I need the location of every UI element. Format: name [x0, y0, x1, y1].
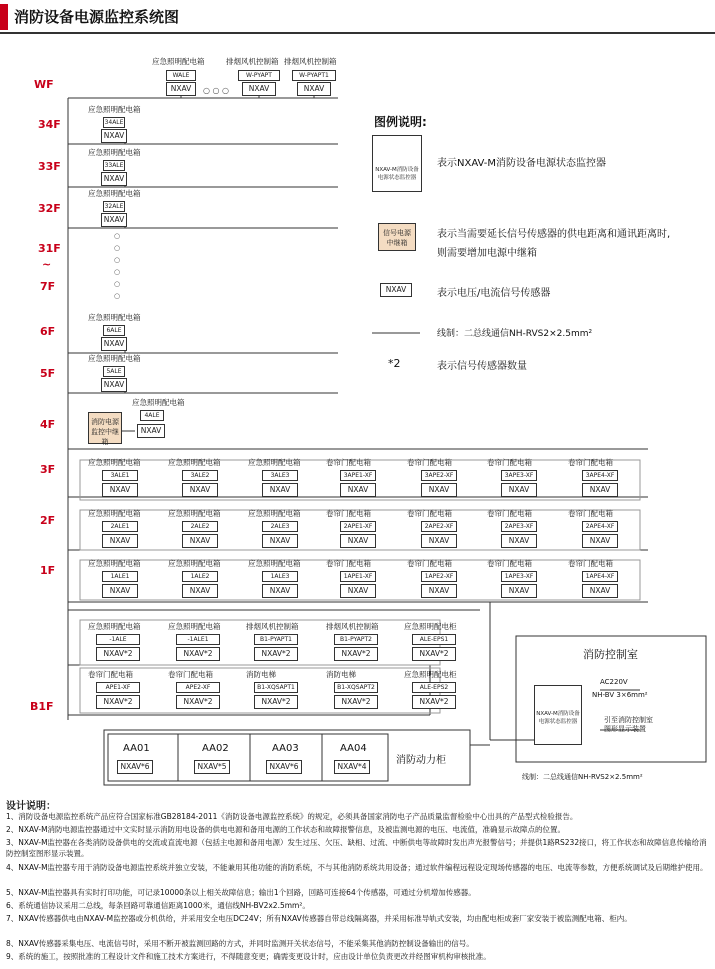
distribution-box-label: 应急照明配电箱	[132, 398, 185, 407]
graphic-display-label: 引至消防控制室 图形显示装置	[604, 716, 653, 733]
floor-label-34f: 34F	[38, 118, 61, 131]
distribution-box-label: 卷帘门配电箱	[568, 509, 613, 518]
floor-label-wf: WF	[34, 78, 54, 91]
aa-label: AA04	[340, 743, 367, 754]
legend-nxav-box: NXAV	[380, 283, 412, 297]
distribution-box-label: 应急照明配电箱	[248, 458, 301, 467]
power-supply-label: AC220V	[600, 678, 628, 686]
distribution-box-id: 2ALE3	[262, 521, 298, 532]
legend-title: 图例说明:	[374, 115, 427, 129]
distribution-box-id: 3APE4-XF	[582, 470, 618, 481]
legend-monitor-text: 表示NXAV-M消防设备电源状态监控器	[437, 158, 607, 169]
distribution-box-id: 1ALE3	[262, 571, 298, 582]
note-item: 2、NXAV-M消防电源监控器通过中文实时显示消防用电设备的供电电源和备用电源的工作状态和故障报警信息，及被监测电源的电压、电流值，准确显示故障点的位置。	[6, 825, 566, 834]
floor-label-3f: 3F	[40, 463, 56, 476]
nxav-sensor[interactable]: NXAV	[101, 378, 127, 392]
distribution-box-label: 卷帘门配电箱	[326, 458, 371, 467]
wf-box-id: WALE	[166, 70, 196, 81]
distribution-box-id: 4ALE	[140, 410, 164, 421]
distribution-box-id: 33ALE	[104, 162, 124, 169]
b1-box-label: 卷帘门配电箱	[168, 670, 213, 679]
continuation-dot: ○	[114, 292, 121, 300]
b1-nxav-sensor[interactable]: NXAV*2	[412, 647, 456, 661]
legend-monitor-box: NXAV-M消防设备 电源状态监控器	[372, 135, 422, 192]
page-title: 消防设备电源监控系统图	[14, 8, 180, 26]
wf-box-label: 排烟风机控制箱	[284, 57, 337, 66]
note-item: 8、NXAV传感器采集电压、电流信号时，采用不断开被监测回路的方式，并同时监测开关状态信号，不能采集其他消防控制设备输出的信号。	[6, 939, 474, 948]
distribution-box-id: 1ALE2	[182, 571, 218, 582]
nxav-sensor[interactable]: NXAV	[421, 584, 457, 598]
wf-nxav-sensor[interactable]: NXAV	[242, 82, 276, 96]
b1-nxav-sensor[interactable]: NXAV*2	[412, 695, 456, 709]
b1-box-label: 应急照明配电箱	[88, 622, 141, 631]
nxav-sensor[interactable]: NXAV	[262, 534, 298, 548]
nxav-sensor[interactable]: NXAV	[501, 534, 537, 548]
distribution-box-id: 1APE1-XF	[340, 571, 376, 582]
power-cable-label: NH-BV 3×6mm²	[592, 691, 648, 699]
continuation-dot: ○	[114, 232, 121, 240]
legend-nxav-text: 表示电压/电流信号传感器	[437, 288, 551, 299]
b1-nxav-sensor[interactable]: NXAV*2	[334, 647, 378, 661]
b1-box-id: B1-PYAPT1	[254, 634, 298, 645]
legend-relay-text-2: 则需要增加电源中继箱	[437, 248, 537, 259]
note-item: 4、NXAV-M监控器专用于消防设备电源监控系统并独立安装，不能兼用其他功能的消防系统，不与其他消防系统共用设备；通过软件编程远程设定现场传感器的电压、电流等参数，方便系统调试及后期维护使用。	[6, 863, 708, 872]
b1-box-id: ALE-EPS1	[412, 634, 456, 645]
distribution-box-label: 应急照明配电箱	[248, 509, 301, 518]
b1-nxav-sensor[interactable]: NXAV*2	[176, 647, 220, 661]
distribution-box-id: 3ALE3	[262, 470, 298, 481]
nxav-sensor[interactable]: NXAV	[182, 483, 218, 497]
distribution-box-id: 1APE3-XF	[501, 571, 537, 582]
distribution-box-id: 1APE2-XF	[421, 571, 457, 582]
b1-nxav-sensor[interactable]: NXAV*2	[254, 647, 298, 661]
b1-box-label: 排烟风机控制箱	[326, 622, 379, 631]
distribution-box-id: 3ALE2	[182, 470, 218, 481]
b1-nxav-sensor[interactable]: NXAV*2	[176, 695, 220, 709]
distribution-box-label: 应急照明配电箱	[88, 559, 141, 568]
floor-label-b1f: B1F	[30, 700, 54, 713]
continuation-dot: ○	[114, 280, 121, 288]
nxav-sensor[interactable]: NXAV	[102, 584, 138, 598]
distribution-box-label: 应急照明配电箱	[88, 509, 141, 518]
legend-relay-text-1: 表示当需要延长信号传感器的供电距离和通讯距离时,	[437, 229, 671, 240]
nxav-sensor[interactable]: NXAV	[421, 483, 457, 497]
distribution-box-label: 应急照明配电箱	[88, 354, 141, 363]
distribution-box-label: 应急照明配电箱	[248, 559, 301, 568]
distribution-box-id: 2APE2-XF	[421, 521, 457, 532]
nxav-sensor[interactable]: NXAV	[501, 483, 537, 497]
continuation-dot: ○	[114, 268, 121, 276]
legend-line-text: 线制：二总线通信NH-RVS2×2.5mm²	[437, 329, 593, 339]
distribution-box-label: 应急照明配电箱	[168, 509, 221, 518]
floor-label-5f: 5F	[40, 367, 56, 380]
b1-box-id: B1-XQSAPT2	[334, 682, 378, 693]
nxav-sensor[interactable]: NXAV	[340, 483, 376, 497]
nxav-sensor[interactable]: NXAV	[501, 584, 537, 598]
wf-box-label: 排烟风机控制箱	[226, 57, 279, 66]
b1-box-label: 消防电梯	[326, 670, 356, 679]
note-item: 6、系统通信协议采用二总线，每条回路可靠通信距离1000米，通信线NH-BV2x2.5mm²。	[6, 901, 310, 910]
aa-nxav-sensor[interactable]: NXAV*4	[334, 760, 370, 774]
distribution-box-id: 5ALE	[103, 366, 125, 377]
b1-nxav-sensor[interactable]: NXAV*2	[96, 695, 140, 709]
legend-star-text: 表示信号传感器数量	[437, 361, 527, 372]
note-item: 9、系统的施工，按照批准的工程设计文件和施工技术方案进行，不得随意变更；确需变更设计时，应由设计单位负责更改并经图审机构审核批准。	[6, 952, 491, 961]
b1-nxav-sensor[interactable]: NXAV*2	[334, 695, 378, 709]
floor-label-31f: 31F	[38, 242, 61, 255]
b1-box-label: 应急照明配电柜	[404, 622, 457, 631]
b1-box-label: 消防电梯	[246, 670, 276, 679]
distribution-box-label: 卷帘门配电箱	[407, 559, 452, 568]
notes-title: 设计说明：	[6, 801, 56, 812]
distribution-box-label: 卷帘门配电箱	[568, 559, 613, 568]
floor-label-7f: 7F	[40, 280, 56, 293]
nxav-sensor[interactable]: NXAV	[182, 584, 218, 598]
distribution-box-id: 2APE3-XF	[501, 521, 537, 532]
aa-nxav-sensor[interactable]: NXAV*6	[117, 760, 153, 774]
distribution-box-id: 6ALE	[103, 325, 125, 336]
nxav-sensor[interactable]: NXAV	[182, 534, 218, 548]
distribution-box-label: 应急照明配电箱	[88, 148, 141, 157]
distribution-box-id: 2APE4-XF	[582, 521, 618, 532]
aa-label: AA01	[123, 743, 150, 754]
b1-box-id: APE2-XF	[176, 682, 220, 693]
note-item: 5、NXAV-M监控器具有实时打印功能，可记录10000条以上相关故障信息；输出1个回路，回路可连接64个传感器，可通过分机增加传感器。	[6, 888, 476, 897]
note-item: 3、NXAV-M监控器在各类消防设备供电的交流或直流电源（包括主电源和备用电源）发生过压、欠压、缺相、过流、中断供电等故障时发出声光报警信号；并提供1路RS232接口，将工作状态和故障信息传输给消防控制室图形显示装置。	[6, 838, 707, 858]
floor-label-32f: 32F	[38, 202, 61, 215]
bus-cable-label: 线制：二总线通信NH-RVS2×2.5mm²	[522, 773, 643, 781]
distribution-box-label: 应急照明配电箱	[88, 313, 141, 322]
distribution-box-label: 卷帘门配电箱	[407, 509, 452, 518]
nxav-sensor[interactable]: NXAV	[421, 534, 457, 548]
continuation-dot: ○	[114, 244, 121, 252]
nxav-sensor[interactable]: NXAV	[340, 534, 376, 548]
aa-label: AA02	[202, 743, 229, 754]
floor-label-2f: 2F	[40, 514, 56, 527]
b1-box-label: 卷帘门配电箱	[88, 670, 133, 679]
nxav-sensor[interactable]: NXAV	[102, 534, 138, 548]
wf-nxav-sensor[interactable]: NXAV	[297, 82, 331, 96]
note-item: 1、消防设备电源监控系统产品应符合国家标准GB28184-2011《消防设备电源监控系统》的规定，必须具备国家消防电子产品质量监督检验中心出具的产品型式检验报告。	[6, 812, 578, 821]
distribution-box-label: 应急照明配电箱	[168, 559, 221, 568]
nxav-sensor[interactable]: NXAV	[582, 534, 618, 548]
distribution-box-label: 卷帘门配电箱	[487, 509, 532, 518]
distribution-box-id: 3APE1-XF	[340, 470, 376, 481]
note-item: 7、NXAV传感器供电由NXAV-M监控器或分机供给，并采用安全电压DC24V；所有NXAV传感器自带总线隔离器，并采用标准导轨式安装，均由配电柜成套厂家安装于被监测配电箱、柜内。	[6, 914, 632, 923]
distribution-box-id: 3APE3-XF	[501, 470, 537, 481]
floor-label-4f: 4F	[40, 418, 56, 431]
aa-nxav-sensor[interactable]: NXAV*6	[266, 760, 302, 774]
distribution-box-id: 32ALE	[104, 203, 124, 210]
wf-box-label: 应急照明配电箱	[152, 57, 205, 66]
distribution-box-id: 3ALE1	[102, 470, 138, 481]
distribution-box-id: 2ALE1	[102, 521, 138, 532]
b1-box-id: -1ALE1	[176, 634, 220, 645]
distribution-box-id: 2ALE2	[182, 521, 218, 532]
distribution-box-label: 卷帘门配电箱	[326, 559, 371, 568]
floor-label-33f: 33F	[38, 160, 61, 173]
nxav-sensor[interactable]: NXAV	[137, 424, 165, 438]
control-room-title: 消防控制室	[583, 648, 638, 661]
floor-label-6f: 6F	[40, 325, 56, 338]
b1-box-id: APE1-XF	[96, 682, 140, 693]
distribution-box-label: 卷帘门配电箱	[407, 458, 452, 467]
b1-box-id: ALE-EPS2	[412, 682, 456, 693]
distribution-box-id: 34ALE	[104, 119, 124, 126]
distribution-box-label: 卷帘门配电箱	[326, 509, 371, 518]
legend-relay-box: 信号电源 中继箱	[378, 223, 416, 251]
b1-box-id: -1ALE	[96, 634, 140, 645]
nxav-sensor[interactable]: NXAV	[582, 584, 618, 598]
wf-box-id: W-PYAPT1	[292, 70, 336, 81]
distribution-box-label: 应急照明配电箱	[168, 458, 221, 467]
nxav-sensor[interactable]: NXAV	[101, 172, 127, 186]
monitor-device[interactable]: NXAV-M消防设备 电源状态监控器	[534, 685, 582, 745]
nxav-sensor[interactable]: NXAV	[101, 337, 127, 351]
distribution-box-label: 卷帘门配电箱	[487, 559, 532, 568]
nxav-sensor[interactable]: NXAV	[102, 483, 138, 497]
distribution-box-label: 应急照明配电箱	[88, 458, 141, 467]
aa-cabinet-label: 消防动力柜	[396, 755, 446, 766]
floor-label-tilde: ~	[42, 258, 52, 271]
floor-label-1f: 1F	[40, 564, 56, 577]
nxav-sensor[interactable]: NXAV	[262, 483, 298, 497]
distribution-box-label: 卷帘门配电箱	[568, 458, 613, 467]
nxav-sensor[interactable]: NXAV	[101, 213, 127, 227]
nxav-sensor[interactable]: NXAV	[582, 483, 618, 497]
nxav-sensor[interactable]: NXAV	[101, 129, 127, 143]
aa-label: AA03	[272, 743, 299, 754]
distribution-box-id: 3APE2-XF	[421, 470, 457, 481]
nxav-sensor[interactable]: NXAV	[262, 584, 298, 598]
distribution-box-id: 1APE4-XF	[582, 571, 618, 582]
b1-box-label: 应急照明配电柜	[404, 670, 457, 679]
distribution-box-label: 应急照明配电箱	[88, 105, 141, 114]
wf-nxav-sensor[interactable]: NXAV	[166, 82, 196, 96]
power-relay-box[interactable]: 消防电源 监控中继箱	[88, 412, 122, 444]
wf-box-id: W-PYAPT	[238, 70, 280, 81]
aa-nxav-sensor[interactable]: NXAV*5	[194, 760, 230, 774]
legend-star-symbol: *2	[388, 357, 401, 370]
distribution-box-label: 卷帘门配电箱	[487, 458, 532, 467]
b1-box-id: B1-XQSAPT1	[254, 682, 298, 693]
b1-box-label: 排烟风机控制箱	[246, 622, 299, 631]
wf-continuation-dots: ○ ○ ○	[203, 86, 230, 95]
continuation-dot: ○	[114, 256, 121, 264]
b1-nxav-sensor[interactable]: NXAV*2	[254, 695, 298, 709]
b1-box-label: 应急照明配电箱	[168, 622, 221, 631]
b1-box-id: B1-PYAPT2	[334, 634, 378, 645]
distribution-box-id: 2APE1-XF	[340, 521, 376, 532]
distribution-box-id: 1ALE1	[102, 571, 138, 582]
b1-nxav-sensor[interactable]: NXAV*2	[96, 647, 140, 661]
nxav-sensor[interactable]: NXAV	[340, 584, 376, 598]
distribution-box-label: 应急照明配电箱	[88, 189, 141, 198]
